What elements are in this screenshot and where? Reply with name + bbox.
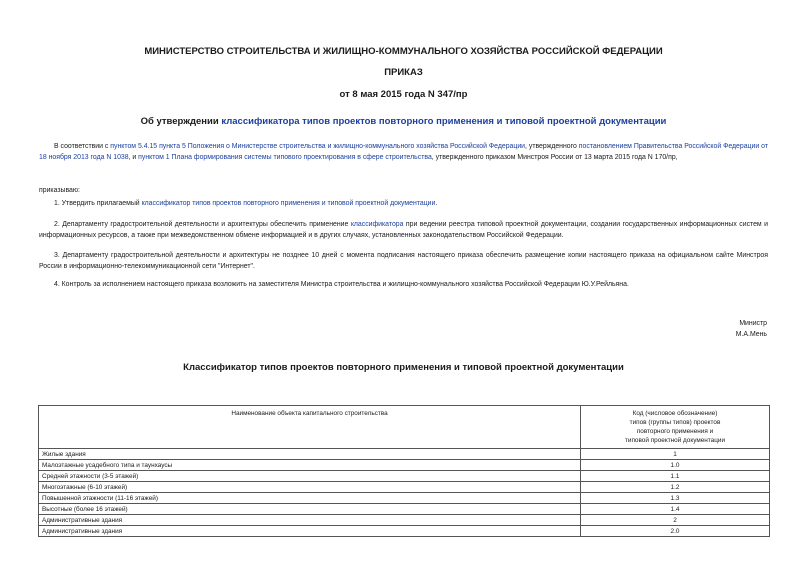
signature-name: М.А.Мень <box>735 331 767 338</box>
classifier-link[interactable]: классификатор типов проектов повторного применения и типовой проектной документации <box>141 200 436 207</box>
table-row <box>39 449 770 460</box>
object-name-cell: Средней этажности (3-5 этажей) <box>39 471 581 482</box>
doc-type-heading: ПРИКАЗ <box>384 67 423 78</box>
plan-link[interactable]: пунктом 1 Плана формирования системы типового проектирования в сфере строительства <box>138 153 432 161</box>
classifier-table <box>38 405 770 537</box>
table-row <box>39 515 770 526</box>
object-name-cell: Малоэтажные усадебного типа и таунхаусы <box>39 460 581 471</box>
table-header-row <box>39 406 770 449</box>
code-cell: 2 <box>581 515 770 526</box>
object-name-cell: Административные здания <box>39 526 581 537</box>
order-item-1 <box>39 199 768 210</box>
table-row <box>39 460 770 471</box>
preamble-text-3: , и <box>128 153 139 161</box>
table-row <box>39 493 770 504</box>
table-row <box>39 471 770 482</box>
preamble-text-1: В соответствии с <box>54 143 111 150</box>
preamble-paragraph <box>39 142 768 163</box>
code-cell: 1.1 <box>581 471 770 482</box>
object-name-cell: Жилые здания <box>39 449 581 460</box>
signature-position: Министр <box>739 320 767 327</box>
item2-text-1: 2. Департаменту градостроительной деятельности и архитектуры обеспечить применение <box>54 221 351 228</box>
regulation-link[interactable]: пунктом 5.4.15 пункта 5 Положения о Министерстве строительства и жилищно-коммунального хозяйства Российской Федерации <box>110 143 526 150</box>
object-name-cell: Повышенной этажности (11-16 этажей) <box>39 493 581 504</box>
item1-text-1: 1. Утвердить прилагаемый <box>54 200 142 207</box>
code-cell: 1.3 <box>581 493 770 504</box>
preamble-text-4: , утвержденного приказом Минстроя России от 13 марта 2015 года N 170/пр, <box>431 153 678 161</box>
order-item-3: 3. Департаменту градостроительной деятельности и архитектуры не позднее 10 дней с момента подписания настоящего приказа обеспечить размещение копии настоящего приказа на официальном сайте Минстроя России в информационно-телекоммуникационной сети "Интернет". <box>39 252 768 270</box>
code-cell: 1.0 <box>581 460 770 471</box>
object-name-cell: Административные здания <box>39 515 581 526</box>
government-decree-link[interactable]: постановлением Правительства Российской Федерации от 18 ноября 2013 года N 1038 <box>39 143 768 161</box>
order-word: приказываю: <box>39 187 80 194</box>
code-header-line: Код (числовое обозначение) <box>632 410 718 417</box>
table-row <box>39 482 770 493</box>
order-title <box>0 116 807 127</box>
object-name-header: Наименование объекта капитального строительства <box>39 406 581 449</box>
item1-text-2: . <box>435 200 438 207</box>
object-name-cell: Многоэтажные (6-10 этажей) <box>39 482 581 493</box>
code-cell: 1 <box>581 449 770 460</box>
code-header-line: повторного применения и <box>636 428 714 435</box>
code-cell: 1.4 <box>581 504 770 515</box>
code-header <box>581 406 770 449</box>
code-header-line: типовой проектной документации <box>624 437 726 444</box>
classifier-title-link[interactable]: классификатора типов проектов повторного применения и типовой проектной документации <box>221 116 667 127</box>
order-title-prefix: Об утверждении <box>140 116 222 127</box>
object-name-cell: Высотные (более 16 этажей) <box>39 504 581 515</box>
ministry-heading: МИНИСТЕРСТВО СТРОИТЕЛЬСТВА И ЖИЛИЩНО-КОММУНАЛЬНОГО ХОЗЯЙСТВА РОССИЙСКОЙ ФЕДЕРАЦИИ <box>144 46 663 57</box>
table-row <box>39 504 770 515</box>
preamble-text-2: , утвержденного <box>525 143 579 150</box>
code-cell: 1.2 <box>581 482 770 493</box>
code-cell: 2.0 <box>581 526 770 537</box>
classifier-short-link[interactable]: классификатора <box>350 221 404 228</box>
table-row <box>39 526 770 537</box>
classifier-heading: Классификатор типов проектов повторного применения и типовой проектной документации <box>183 362 624 373</box>
order-date-number: от 8 мая 2015 года N 347/пр <box>339 89 468 100</box>
code-header-line: типов (группы типов) проектов <box>629 419 721 426</box>
item2-text-2: при ведении реестра типовой проектной документации, создании государственных информационных систем и информационных ресурсов, а также при межведомственном обмене информацией и в других случаях, установленных законодательством Российской Федерации. <box>39 221 768 239</box>
order-item-2 <box>39 220 768 241</box>
order-item-4: 4. Контроль за исполнением настоящего приказа возложить на заместителя Министра строительства и жилищно-коммунального хозяйства Российской Федерации Ю.У.Рейльяна. <box>54 281 629 288</box>
